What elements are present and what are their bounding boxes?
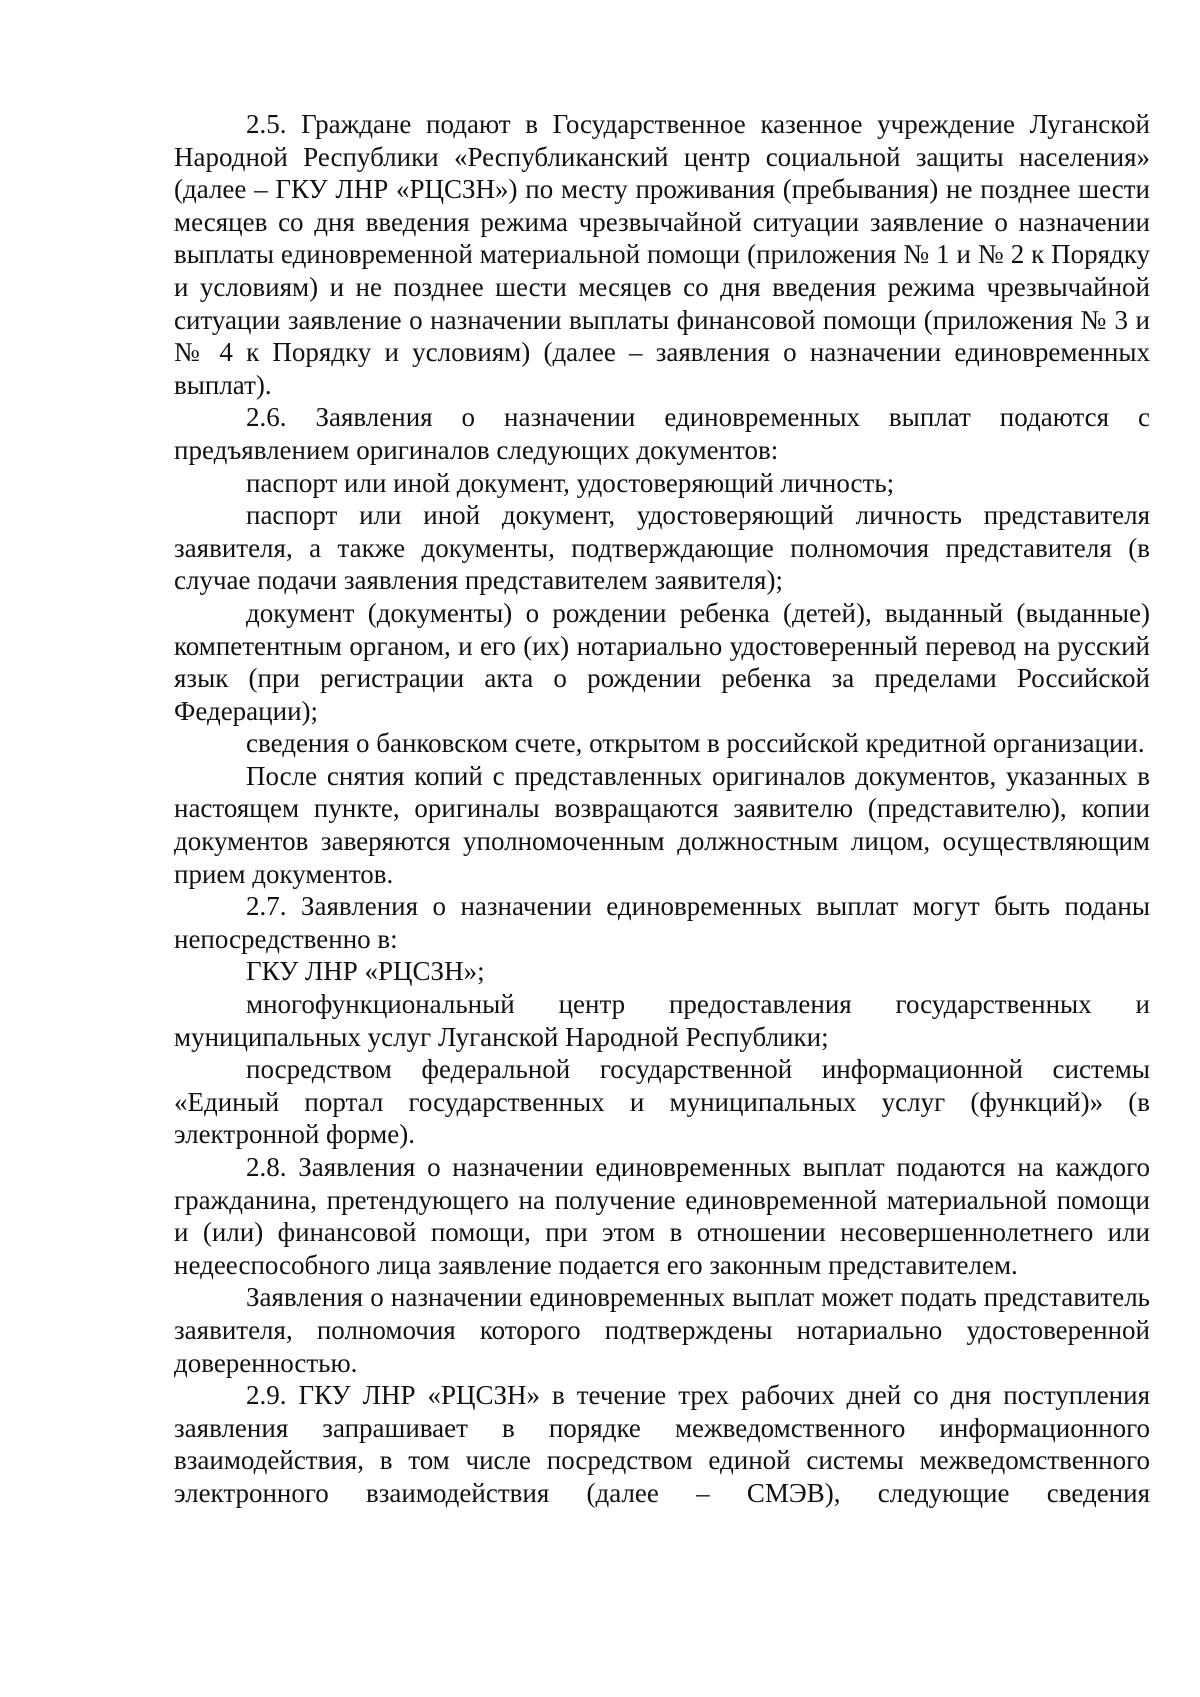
list-item-birth-documents: документ (документы) о рождении ребенка (детей), выданный (выданные) компетентным органом, и его (их) нотариально удостоверенный перевод на русский язык (при регистрации акта о рождении ребенка за пределами Российской Федерации); — [174, 597, 1150, 726]
paragraph-2-9: 2.9. ГКУ ЛНР «РЦСЗН» в течение трех рабочих дней со дня поступления заявления запрашивает в порядке межведомственного информационного взаимодействия, в том числе посредством единой системы межведомственного электронного взаимодействия (далее – СМЭВ), следующие сведения — [174, 1380, 1150, 1508]
paragraph-representative: Заявления о назначении единовременных выплат может подать представитель заявителя, полномочия которого подтверждены нотариально удостоверенной доверенностью. — [174, 1282, 1150, 1378]
list-item-mfc: многофункциональный центр предоставления государственных и муниципальных услуг Луганской Народной Республики; — [174, 989, 1150, 1052]
paragraph-2-6: 2.6. Заявления о назначении единовременных выплат подаются с предъявлением оригиналов следующих документов: — [174, 402, 1150, 465]
document-page — [174, 108, 1150, 1510]
paragraph-2-8: 2.8. Заявления о назначении единовременных выплат подаются на каждого гражданина, претендующего на получение единовременной материальной помощи и (или) финансовой помощи, при этом в отношении несовершеннолетнего или недееспособного лица заявление подается его законным представителем. — [174, 1152, 1150, 1280]
list-item-bank-account: сведения о банковском счете, открытом в российской кредитной организации. — [246, 728, 1145, 759]
list-item-portal: посредством федеральной государственной информационной системы «Единый портал государственных и муниципальных услуг (функций)» (в электронной форме). — [174, 1054, 1150, 1150]
paragraph-2-5: 2.5. Граждане подают в Государственное казенное учреждение Луганской Народной Республики «Республиканский центр социальной защиты населения» (далее – ГКУ ЛНР «РЦСЗН») по месту проживания (пребывания) не позднее шести месяцев со дня введения режима чрезвычайной ситуации заявление о назначении выплаты единовременной материальной помощи (приложения № 1 и № 2 к Порядку и условиям) и не позднее шести месяцев со дня введения режима чрезвычайной ситуации заявление о назначении выплаты финансовой помощи (приложения № 3 и № 4 к Порядку и условиям) (далее – заявления о назначении единовременных выплат). — [174, 109, 1150, 400]
list-item-passport: паспорт или иной документ, удостоверяющий личность; — [246, 467, 895, 498]
list-item-representative-passport: паспорт или иной документ, удостоверяющий личность представителя заявителя, а также документы, подтверждающие полномочия представителя (в случае подачи заявления представителем заявителя); — [174, 500, 1150, 596]
list-item-gku: ГКУ ЛНР «РЦСЗН»; — [246, 956, 485, 987]
paragraph-copies: После снятия копий с представленных оригиналов документов, указанных в настоящем пункте, оригиналы возвращаются заявителю (представителю), копии документов заверяются уполномоченным должностным лицом, осуществляющим прием документов. — [174, 760, 1150, 889]
paragraph-2-7: 2.7. Заявления о назначении единовременных выплат могут быть поданы непосредственно в: — [174, 891, 1150, 954]
